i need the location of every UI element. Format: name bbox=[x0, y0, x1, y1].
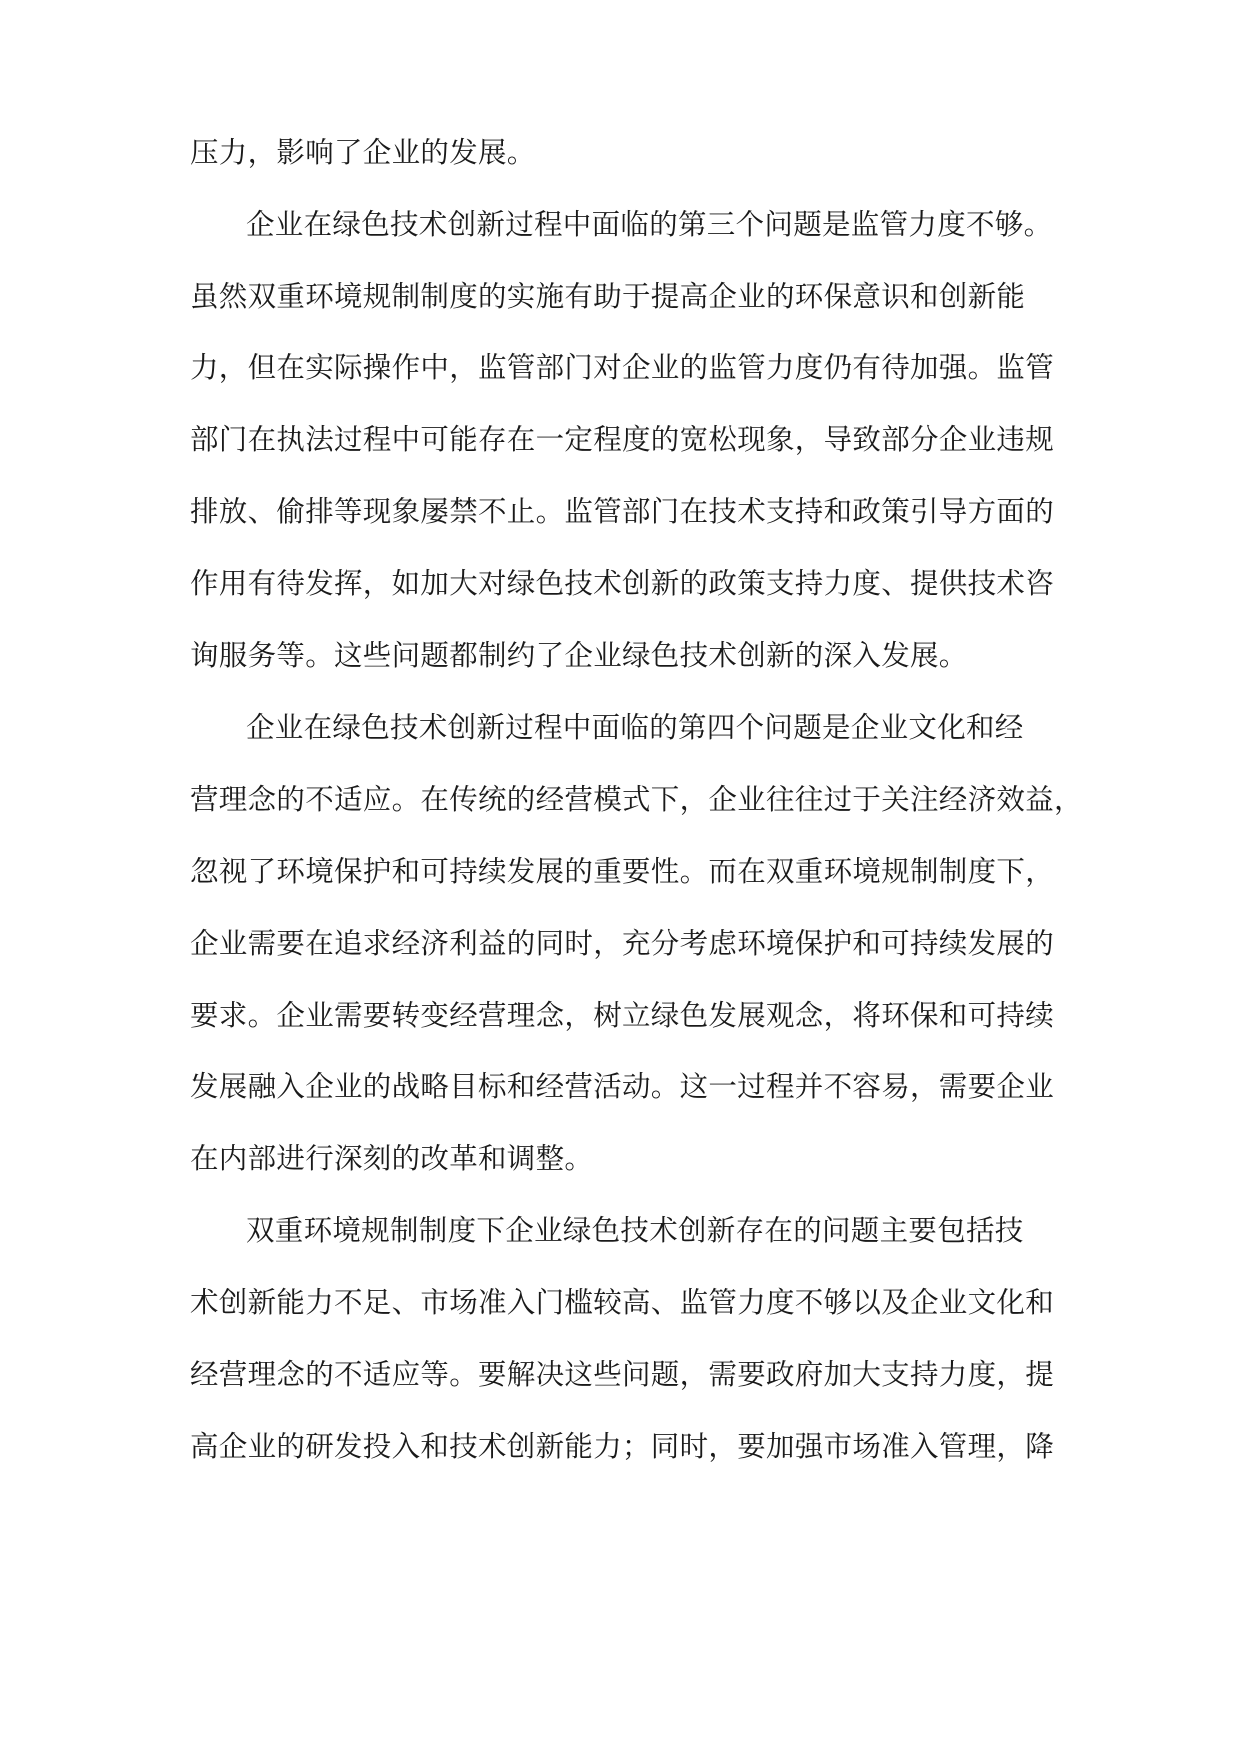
text-line: 要求。企业需要转变经营理念，树立绿色发展观念，将环保和可持续 bbox=[190, 999, 1055, 1032]
text-line: 作用有待发挥，如加大对绿色技术创新的政策支持力度、提供技术咨 bbox=[190, 567, 1055, 600]
text-line: 企业在绿色技术创新过程中面临的第三个问题是监管力度不够。 bbox=[246, 208, 1053, 241]
text-line: 发展融入企业的战略目标和经营活动。这一过程并不容易，需要企业 bbox=[190, 1070, 1055, 1103]
text-line: 忽视了环境保护和可持续发展的重要性。而在双重环境规制制度下， bbox=[190, 855, 1055, 888]
text-line: 压力，影响了企业的发展。 bbox=[190, 136, 536, 169]
text-line: 双重环境规制制度下企业绿色技术创新存在的问题主要包括技 bbox=[246, 1214, 1024, 1247]
text-line: 企业需要在追求经济利益的同时，充分考虑环境保护和可持续发展的 bbox=[190, 927, 1055, 960]
text-line: 企业在绿色技术创新过程中面临的第四个问题是企业文化和经 bbox=[246, 711, 1024, 744]
text-line: 虽然双重环境规制制度的实施有助于提高企业的环保意识和创新能 bbox=[190, 280, 1026, 313]
text-line: 询服务等。这些问题都制约了企业绿色技术创新的深入发展。 bbox=[190, 639, 968, 672]
text-line: 高企业的研发投入和技术创新能力；同时，要加强市场准入管理，降 bbox=[190, 1430, 1055, 1463]
text-line: 营理念的不适应。在传统的经营模式下，企业往往过于关注经济效益， bbox=[190, 783, 1083, 816]
text-line: 排放、偷排等现象屡禁不止。监管部门在技术支持和政策引导方面的 bbox=[190, 495, 1055, 528]
text-line: 部门在执法过程中可能存在一定程度的宽松现象，导致部分企业违规 bbox=[190, 423, 1055, 456]
text-line: 力，但在实际操作中，监管部门对企业的监管力度仍有待加强。监管 bbox=[190, 351, 1055, 384]
text-line: 术创新能力不足、市场准入门槛较高、监管力度不够以及企业文化和 bbox=[190, 1286, 1055, 1319]
text-line: 经营理念的不适应等。要解决这些问题，需要政府加大支持力度，提 bbox=[190, 1358, 1055, 1391]
text-line: 在内部进行深刻的改革和调整。 bbox=[190, 1142, 594, 1175]
